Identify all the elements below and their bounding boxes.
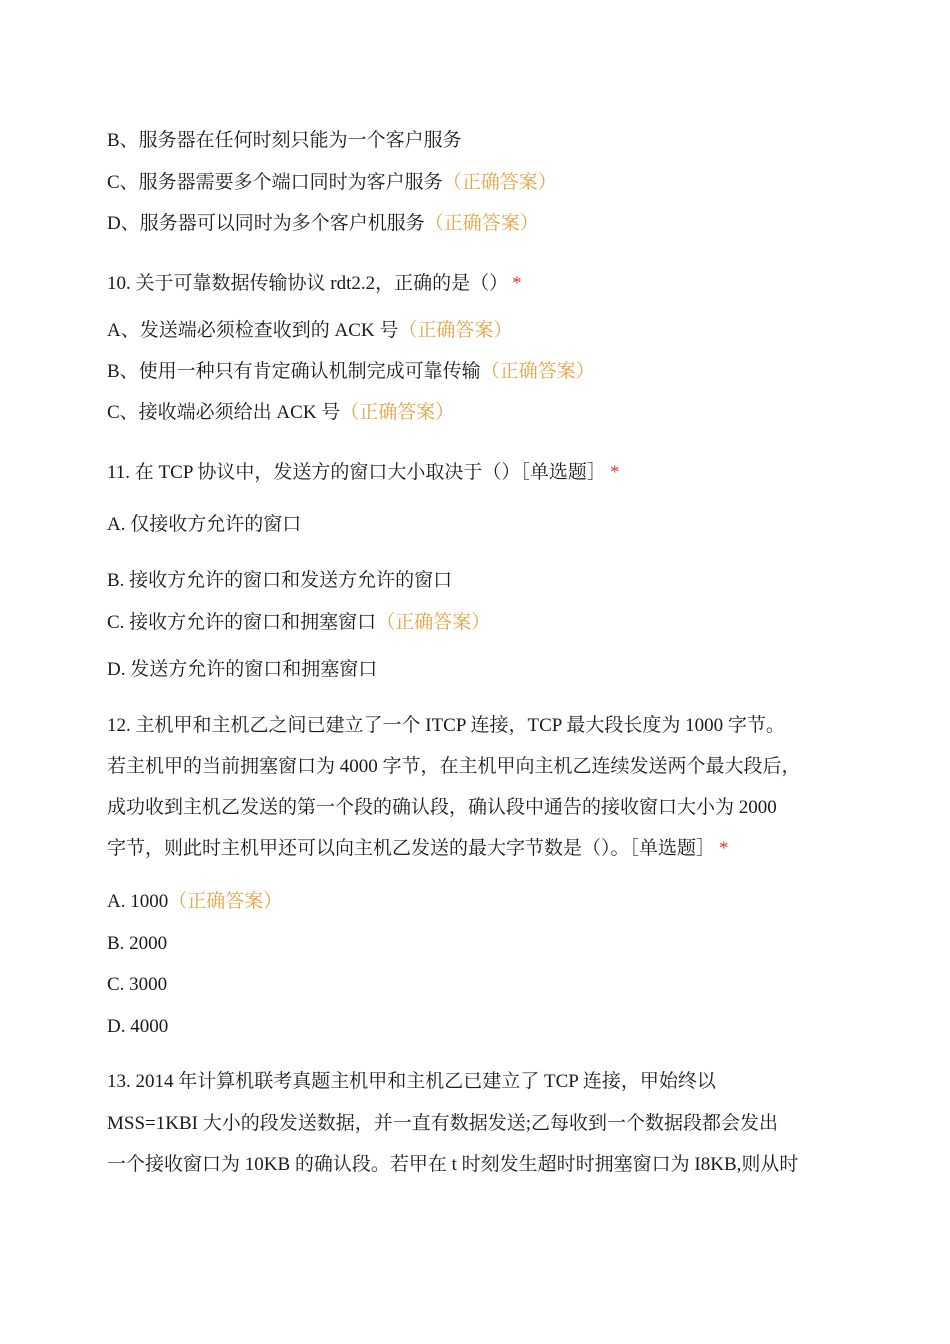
- option-text: B、使用一种只有肯定确认机制完成可靠传输: [107, 361, 481, 382]
- option-text: C、服务器需要多个端口同时为客户服务: [107, 172, 443, 193]
- correct-answer-mark: （正确答案）: [398, 320, 513, 341]
- question-text: MSS=1KBI 大小的段发送数据，并一直有数据发送;乙每收到一个数据段都会发出: [107, 1113, 778, 1134]
- question-text: 12. 主机甲和主机乙之间已建立了一个 ITCP 连接，TCP 最大段长度为 1000 字节。: [107, 715, 785, 736]
- question-text: 成功收到主机乙发送的第一个段的确认段，确认段中通告的接收窗口大小为 2000: [107, 797, 777, 818]
- q13-stem-line-3: [107, 1152, 798, 1178]
- question-text: 11. 在 TCP 协议中，发送方的窗口大小取决于（）［单选题］: [107, 462, 606, 483]
- q13-stem-line-2: [107, 1111, 778, 1137]
- q9-option-d: [107, 211, 539, 237]
- q10-option-b: [107, 359, 595, 385]
- option-text: C. 接收方允许的窗口和拥塞窗口: [107, 612, 377, 633]
- required-asterisk: *: [512, 273, 522, 294]
- required-asterisk: *: [719, 838, 729, 859]
- q11-option-a: [107, 512, 301, 538]
- option-text: C. 3000: [107, 974, 168, 995]
- q12-stem-line-3: [107, 795, 777, 821]
- correct-answer-mark: （正确答案）: [480, 361, 595, 382]
- q12-option-a: [107, 889, 282, 915]
- q9-option-c: [107, 170, 557, 196]
- q12-stem-line-4: [107, 836, 729, 862]
- option-text: B、服务器在任何时刻只能为一个客户服务: [107, 130, 462, 151]
- question-text: 13. 2014 年计算机联考真题主机甲和主机乙已建立了 TCP 连接，甲始终以: [107, 1071, 716, 1092]
- q10-option-a: [107, 318, 512, 344]
- q11-option-c: [107, 610, 490, 636]
- q11-option-b: [107, 568, 452, 594]
- q13-stem-line-1: [107, 1069, 716, 1095]
- q12-option-b: [107, 931, 167, 957]
- q12-stem-line-1: [107, 713, 785, 739]
- q10-option-c: [107, 400, 454, 426]
- question-text: 10. 关于可靠数据传输协议 rdt2.2，正确的是（）: [107, 273, 509, 294]
- option-text: C、接收端必须给出 ACK 号: [107, 402, 341, 423]
- question-text: 一个接收窗口为 10KB 的确认段。若甲在 t 时刻发生超时时拥塞窗口为 I8KB,则从时: [107, 1154, 799, 1175]
- option-text: D. 发送方允许的窗口和拥塞窗口: [107, 659, 378, 680]
- option-text: B. 接收方允许的窗口和发送方允许的窗口: [107, 570, 453, 591]
- correct-answer-mark: （正确答案）: [340, 402, 455, 423]
- option-text: B. 2000: [107, 933, 168, 954]
- question-text: 字节，则此时主机甲还可以向主机乙发送的最大字节数是（）。［单选题］: [107, 838, 716, 859]
- q12-option-c: [107, 972, 167, 998]
- q9-option-b: [107, 128, 462, 154]
- correct-answer-mark: （正确答案）: [424, 213, 539, 234]
- option-text: A. 1000: [107, 891, 169, 912]
- required-asterisk: *: [609, 462, 620, 483]
- q12-stem-line-2: [107, 754, 801, 780]
- q12-option-d: [107, 1014, 168, 1040]
- option-text: D. 4000: [107, 1016, 169, 1037]
- question-text: 若主机甲的当前拥塞窗口为 4000 字节，在主机甲向主机乙连续发送两个最大段后，: [107, 756, 801, 777]
- correct-answer-mark: （正确答案）: [376, 612, 491, 633]
- option-text: A. 仅接收方允许的窗口: [107, 514, 302, 535]
- q11-option-d: [107, 657, 377, 683]
- option-text: A、发送端必须检查收到的 ACK 号: [107, 320, 399, 341]
- option-text: D、服务器可以同时为多个客户机服务: [107, 213, 425, 234]
- q11-stem: [107, 460, 619, 486]
- correct-answer-mark: （正确答案）: [442, 172, 557, 193]
- correct-answer-mark: （正确答案）: [168, 891, 283, 912]
- q10-stem: [107, 271, 522, 297]
